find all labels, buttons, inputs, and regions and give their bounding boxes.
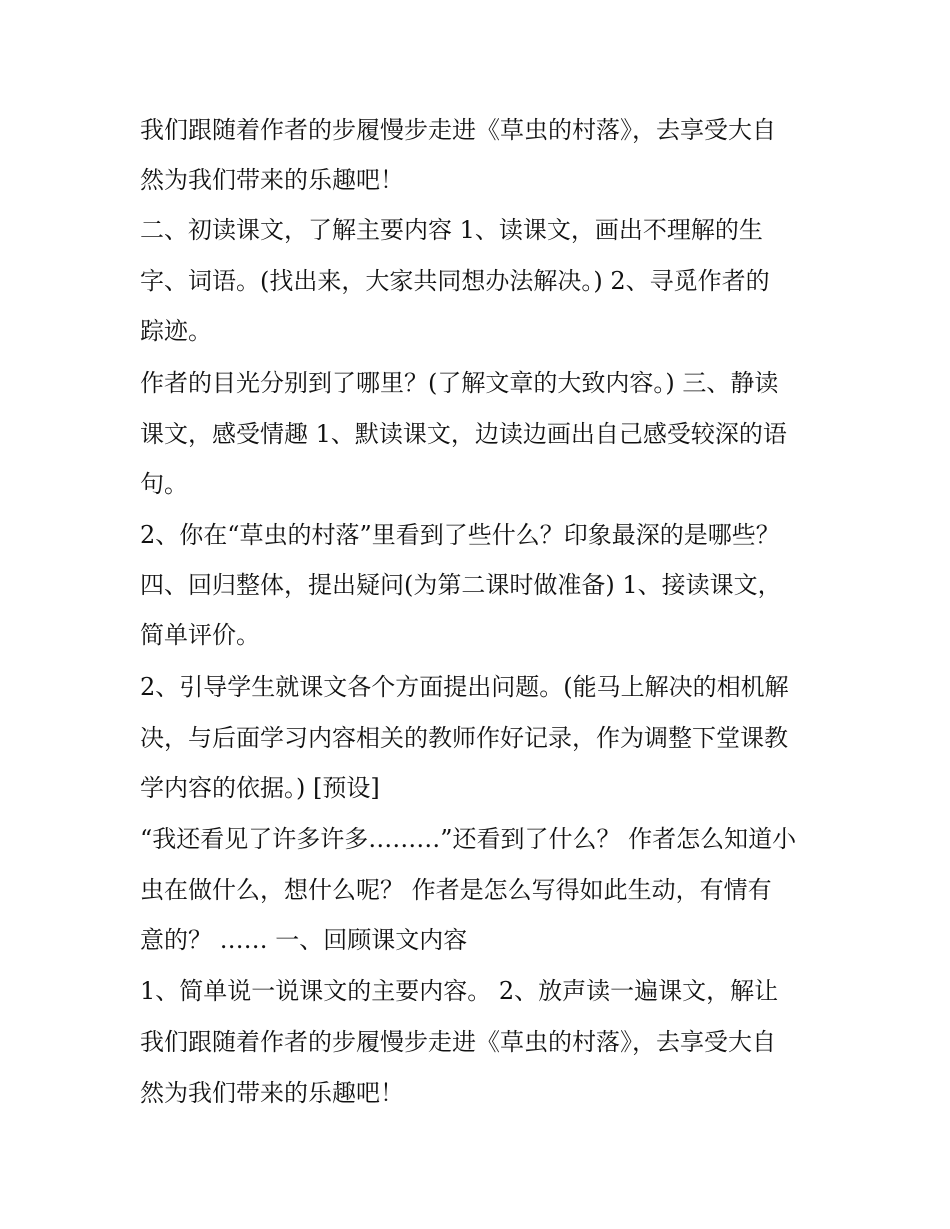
text-line: 2、你在“草虫的村落”里看到了些什么？印象最深的是哪些？ xyxy=(140,521,780,549)
text-line: 我们跟随着作者的步履慢步走进《草虫的村落》，去享受大自 xyxy=(140,1028,776,1056)
text-line: 作者的目光分别到了哪里？(了解文章的大致内容。) 三、静读 xyxy=(140,369,779,397)
text-line: 决，与后面学习内容相关的教师作好记录，作为调整下堂课教 xyxy=(140,724,788,752)
text-line: 我们跟随着作者的步履慢步走进《草虫的村落》，去享受大自 xyxy=(140,116,776,144)
text-line: 意的？ …… 一、回顾课文内容 xyxy=(140,926,468,954)
text-line: 踪迹。 xyxy=(140,317,212,345)
text-line: 虫在做什么，想什么呢？ 作者是怎么写得如此生动，有情有 xyxy=(140,876,772,904)
text-line: 二、初读课文，了解主要内容 1、读课文，画出不理解的生 xyxy=(140,216,763,244)
text-line: 四、回归整体，提出疑问(为第二课时做准备) 1、接读课文， xyxy=(140,571,782,599)
text-line: 然为我们带来的乐趣吧！ xyxy=(140,166,404,194)
text-line: 1、简单说一说课文的主要内容。 2、放声读一遍课文，解让 xyxy=(140,977,779,1005)
text-line: 然为我们带来的乐趣吧！ xyxy=(140,1079,404,1107)
text-line: 2、引导学生就课文各个方面提出问题。(能马上解决的相机解 xyxy=(140,673,789,701)
text-line: 字、词语。(找出来，大家共同想办法解决。) 2、寻觅作者的 xyxy=(140,267,770,295)
text-line: 学内容的依据。) [预设] xyxy=(140,774,380,802)
text-line: “我还看见了许多许多………”还看到了什么？ 作者怎么知道小 xyxy=(140,825,797,853)
text-line: 课文，感受情趣 1、默读课文，边读边画出自己感受较深的语 xyxy=(140,420,787,448)
text-line: 简单评价。 xyxy=(140,621,260,649)
text-line: 句。 xyxy=(140,470,188,498)
